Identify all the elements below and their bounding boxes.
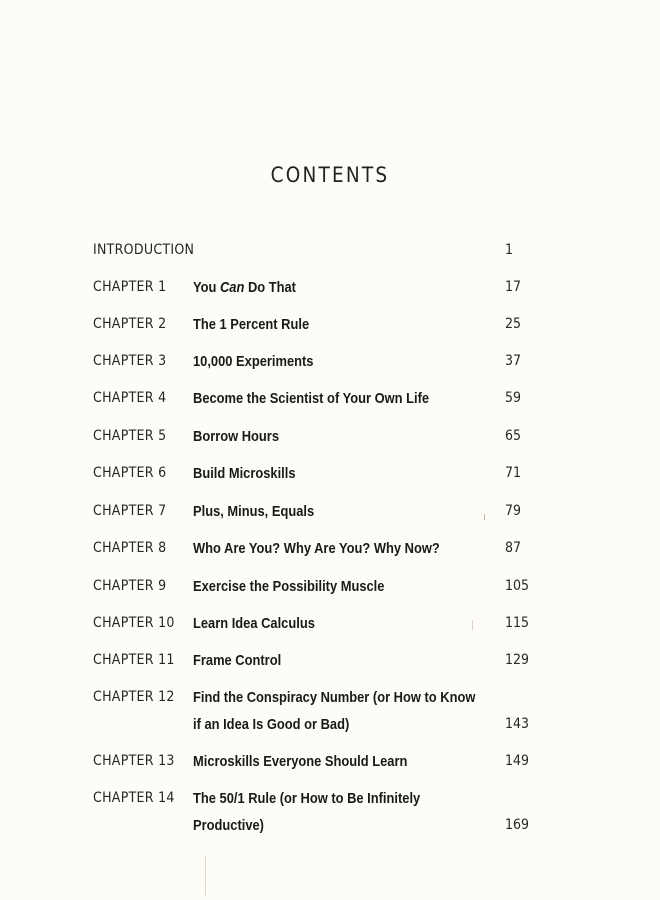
introduction-label: INTRODUCTION xyxy=(93,242,195,258)
chapter-title xyxy=(193,274,451,301)
chapter-label: CHAPTER 4 xyxy=(93,390,167,406)
page-title: CONTENTS xyxy=(270,163,390,187)
chapter-title-line-2: if an Idea Is Good or Bad) xyxy=(193,716,350,733)
chapter-label: CHAPTER 5 xyxy=(93,428,167,444)
chapter-title-emphasis: Can xyxy=(219,279,245,296)
chapter-label: CHAPTER 14 xyxy=(93,790,175,806)
chapter-title: 10,000 Experiments xyxy=(193,353,314,370)
chapter-title: Become the Scientist of Your Own Life xyxy=(193,390,430,407)
chapter-label: CHAPTER 9 xyxy=(93,578,167,594)
chapter-label: CHAPTER 2 xyxy=(93,316,167,332)
chapter-title xyxy=(193,785,451,839)
page-number: 115 xyxy=(505,615,530,631)
page-number: 79 xyxy=(505,503,522,519)
chapter-label: CHAPTER 3 xyxy=(93,353,167,369)
chapter-title-line-1: Find the Conspiracy Number (or How to Know xyxy=(193,689,476,706)
page-number: 87 xyxy=(505,540,522,556)
chapter-title-part: You xyxy=(193,279,220,296)
page-number: 105 xyxy=(505,578,530,594)
page-number: 1 xyxy=(505,242,514,258)
chapter-label: CHAPTER 11 xyxy=(93,652,175,668)
page-number: 59 xyxy=(505,390,522,406)
chapter-label: CHAPTER 1 xyxy=(93,279,167,295)
page-number: 37 xyxy=(505,353,522,369)
chapter-label: CHAPTER 10 xyxy=(93,615,175,631)
page-number: 17 xyxy=(505,279,522,295)
scan-speck xyxy=(484,514,485,520)
page-number: 65 xyxy=(505,428,522,444)
chapter-title: Borrow Hours xyxy=(193,428,280,445)
scan-speck xyxy=(472,620,473,630)
page-number: 169 xyxy=(505,817,530,833)
chapter-title: Who Are You? Why Are You? Why Now? xyxy=(193,540,440,557)
page-number: 71 xyxy=(505,465,522,481)
chapter-title: Plus, Minus, Equals xyxy=(193,503,315,520)
chapter-title-line-2: Productive) xyxy=(193,817,264,834)
page-number: 129 xyxy=(505,652,530,668)
chapter-label: CHAPTER 6 xyxy=(93,465,167,481)
scan-speck xyxy=(205,855,206,895)
chapter-title: Exercise the Possibility Muscle xyxy=(193,578,385,595)
page-number: 25 xyxy=(505,316,522,332)
chapter-label: CHAPTER 8 xyxy=(93,540,167,556)
chapter-title: Frame Control xyxy=(193,652,282,669)
chapter-title: Build Microskills xyxy=(193,465,296,482)
chapter-title-part: Do That xyxy=(244,279,296,296)
page-number: 149 xyxy=(505,753,530,769)
chapter-title: Microskills Everyone Should Learn xyxy=(193,753,408,770)
page-number: 143 xyxy=(505,716,530,732)
chapter-title: The 1 Percent Rule xyxy=(193,316,310,333)
chapter-title xyxy=(193,684,476,738)
chapter-label: CHAPTER 7 xyxy=(93,503,167,519)
chapter-label: CHAPTER 13 xyxy=(93,753,175,769)
chapter-title-line-1: The 50/1 Rule (or How to Be Infinitely xyxy=(193,790,421,807)
chapter-label: CHAPTER 12 xyxy=(93,689,175,705)
chapter-title: Learn Idea Calculus xyxy=(193,615,315,632)
